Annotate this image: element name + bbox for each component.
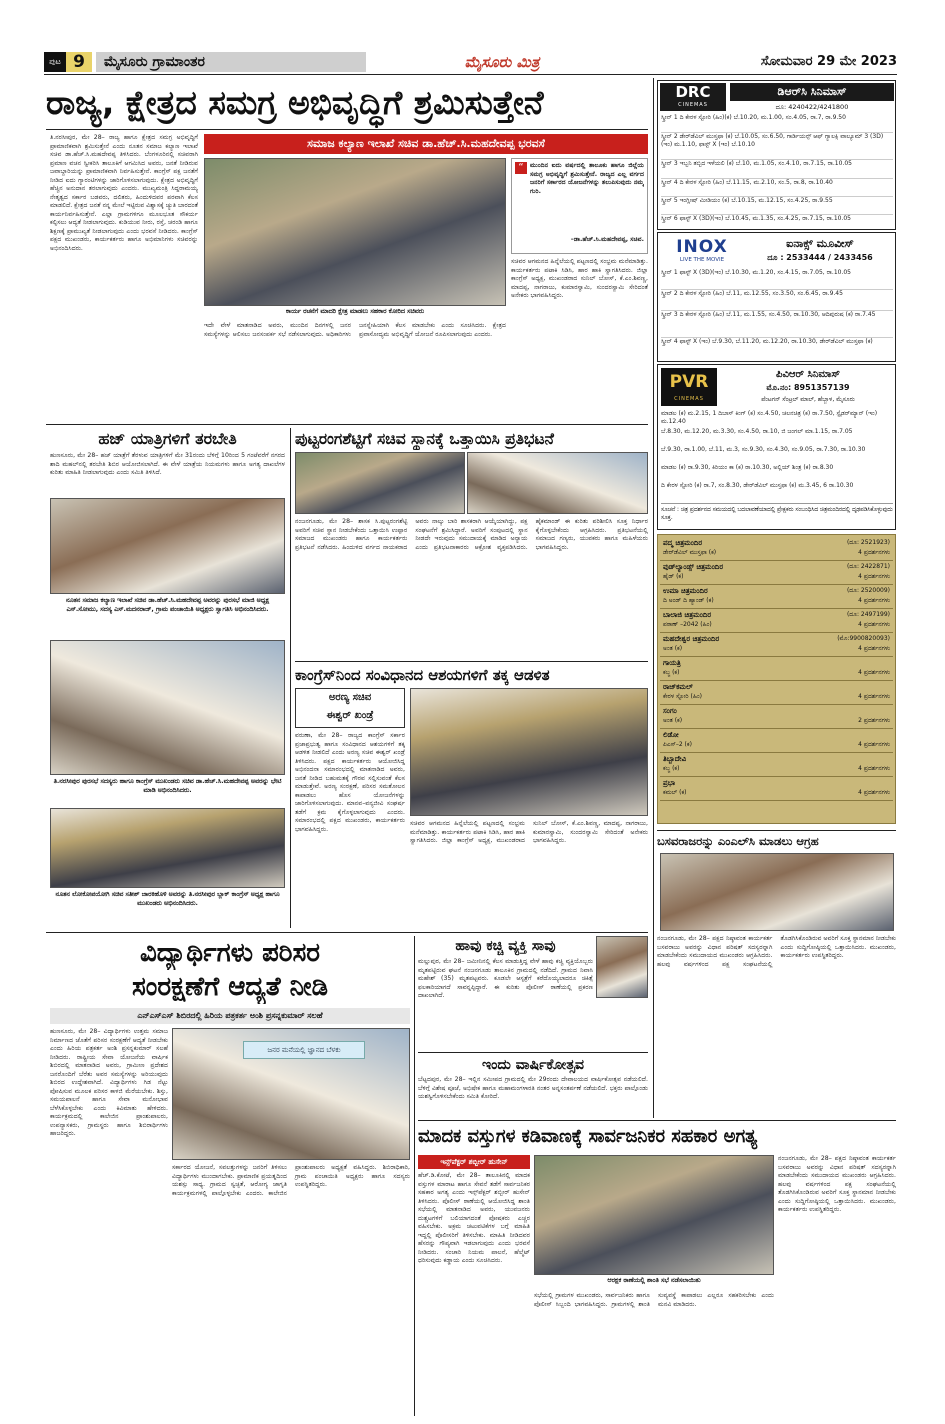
anniversary-body: ಬೆಟ್ಟದಪುರ, ಮೇ 28– ಇಲ್ಲಿನ ಸಮೀಪದ ಗ್ರಾಮದಲ್ಲಿ ಮೇ 29ರಂದು ದೇವಾಲಯದ ವಾರ್ಷಿಕೋತ್ಸವ ನಡೆಯಲಿದೆ. ಬೆಳಿಗ್ಗೆ ವಿಶೇಷ ಪೂಜೆ, ಅಭಿಷೇಕ ಹಾಗೂ ಮಹಾಮಂಗಳಾರತಿ ನಂತರ ಅನ್ನಸಂತರ್ಪಣೆ ನಡೆಯಲಿದೆ. ಭಕ್ತರು ಪಾಲ್ಗೊಂಡು ಯಶಸ್ವಿಗೊಳಿಸಬೇಕೆಂದು ಸಮಿತಿ ಕೋರಿದೆ. (418, 1076, 648, 1100)
theatre-phone: (ದೂ: 2521923) (846, 539, 890, 546)
lead-headline: ರಾಜ್ಯ, ಕ್ಷೇತ್ರದ ಸಮಗ್ರ ಅಭಿವೃದ್ಧಿಗೆ ಶ್ರಮಿಸುತ್ತೇನೆ (46, 83, 544, 122)
theatre-name: ಗಾಯತ್ರಿ (663, 659, 681, 667)
hajj-photo-2 (50, 640, 285, 775)
drc-ad (657, 80, 896, 230)
snake-photo (596, 936, 648, 998)
drc-logo-sub: CINEMAS (678, 102, 708, 108)
drc-logo (660, 83, 726, 111)
pvr-ad (657, 364, 896, 530)
theatre-shows: 4 ಪ್ರದರ್ಶನಗಳು (858, 693, 890, 700)
drc-row: ಸ್ಕ್ರೀನ್ 4 ದಿ ಕೇರಳ ಸ್ಟೋರಿ (ಹಿಂ) ಬೆ.11.15, ಮ.2.10, ಸಂ.5, ರಾ.8, ರಾ.10.40 (661, 179, 893, 197)
theatre-entry (660, 753, 893, 777)
issue-date: ಸೋಮವಾರ 29 ಮೇ 2023 (760, 54, 897, 69)
theatre-movie: ಕಬ್ಜ (ಕ) (663, 669, 680, 676)
inox-logo-text: INOX (676, 237, 728, 257)
section-title: ಮೈಸೂರು ಗ್ರಾಮಾಂತರ (96, 52, 366, 72)
drugs-caption: ಆರಕ್ಷಕ ಠಾಣೆಯಲ್ಲಿ ಶಾಂತಿ ಸಭೆ ನಡೆಸಲಾಯಿತು (607, 1277, 701, 1284)
page-label: ಪುಟ (44, 52, 66, 72)
hajj-photo-1 (50, 498, 285, 594)
pattabhi-photo-1 (295, 452, 465, 514)
pvr-row: ಬೆ.9.30, ರಾ.1.00, ಬೆ.11, ಮ.3, ಸಂ.9.30, ಸಂ.4.30, ಸಂ.9.05, ರಾ.7.30, ರಾ.10.30 (661, 446, 866, 453)
theatre-shows: 4 ಪ್ರದರ್ಶನಗಳು (858, 789, 890, 796)
hajj-body: ಹುಣಸೂರು, ಮೇ 28– ಹಜ್ ಯಾತ್ರೆಗೆ ತೆರಳುವ ಯಾತ್ರಿಗಳಿಗೆ ಮೇ 31ರಂದು ಬೆಳಿಗ್ಗೆ 10ರಿಂದ 5 ಗಂಟೆವರೆಗೆ ನಗರದ ಶಾದಿ ಮಹಲ್‌ನಲ್ಲಿ ತರಬೇತಿ ಶಿಬಿರ ಆಯೋಜಿಸಲಾಗಿದೆ. ಈ ವೇಳೆ ಯಾತ್ರೆಯ ನಿಯಮಗಳು ಹಾಗೂ ಅಗತ್ಯ ದಾಖಲೆಗಳ ಕುರಿತು ಮಾಹಿತಿ ನೀಡಲಾಗುವುದು ಎಂದು ಸಮಿತಿ ತಿಳಿಸಿದೆ. (50, 452, 285, 476)
theatre-shows: 4 ಪ್ರದರ್ಶನಗಳು (858, 765, 890, 772)
students-headline-2: ಸಂರಕ್ಷಣೆಗೆ ಆದ್ಯತೆ ನೀಡಿ (132, 972, 328, 1002)
inox-tagline: LIVE THE MOVIE (679, 257, 725, 263)
theatre-phone: (ದೂ: 2497199) (846, 611, 890, 618)
pvr-logo (661, 368, 717, 406)
lead-quote-by: –ಡಾ.ಹೆಚ್.ಸಿ.ಮಹದೇವಪ್ಪ, ಸಚಿವ. (570, 236, 644, 243)
theatre-entry (660, 657, 893, 681)
theatre-entry (660, 609, 893, 633)
inox-row: ಸ್ಕ್ರೀನ್ 3 ದಿ ಕೇರಳ ಸ್ಟೋರಿ (ಹಿಂ) ಬೆ.11, ಮ.1.55, ಸಂ.4.50, ರಾ.10.30, ಆದಿಪುರುಷ (ಕ) ರಾ.7.45 (661, 311, 893, 338)
theatre-movie: ಅಂತ (ಕ) (663, 645, 683, 652)
snake-body: ಮಲ್ಲುಪುರ, ಮೇ 28– ಜಮೀನಿನಲ್ಲಿ ಕೆಲಸ ಮಾಡುತ್ತಿದ್ದ ವೇಳೆ ಹಾವು ಕಚ್ಚಿ ವ್ಯಕ್ತಿಯೊಬ್ಬರು ಮೃತಪಟ್ಟಿರುವ ಘಟನೆ ನಂಜನಗೂಡು ತಾಲೂಕಿನ ಗ್ರಾಮದಲ್ಲಿ ನಡೆದಿದೆ. ಗ್ರಾಮದ ನಿವಾಸಿ ಮಹೇಶ್ (35) ಮೃತಪಟ್ಟವರು. ಕೂಡಲೇ ಆಸ್ಪತ್ರೆಗೆ ಕರೆದೊಯ್ಯಲಾದರೂ ಚಿಕಿತ್ಸೆ ಫಲಕಾರಿಯಾಗದೆ ಸಾವನ್ನಪ್ಪಿದ್ದಾರೆ. ಈ ಕುರಿತು ಪೊಲೀಸ್ ಠಾಣೆಯಲ್ಲಿ ಪ್ರಕರಣ ದಾಖಲಾಗಿದೆ. (418, 958, 593, 999)
pattabhi-headline: ಪುಟ್ಟರಂಗಶೆಟ್ಟಿಗೆ ಸಚಿವ ಸ್ಥಾನಕ್ಕೆ ಒತ್ತಾಯಿಸಿ ಪ್ರತಿಭಟನೆ (295, 430, 554, 448)
drc-row: ಸ್ಕ್ರೀನ್ 3 ಇಬ್ಬನಿ ತಬ್ಬಿದ ಇಳೆಯಲಿ (ಕ) ಬೆ.10, ಮ.1.05, ಸಂ.4.10, ರಾ.7.15, ರಾ.10.05 (661, 160, 893, 179)
congress-photo (410, 688, 648, 816)
theatre-entry (660, 681, 893, 705)
theatre-shows: 4 ಪ್ರದರ್ಶನಗಳು (858, 597, 890, 604)
basava-photo (660, 853, 894, 931)
congress-body: ವರುಣಾ, ಮೇ 28– ರಾಜ್ಯದ ಕಾಂಗ್ರೆಸ್ ಸರ್ಕಾರ ಪ್ರಜಾಪ್ರಭುತ್ವ ಹಾಗೂ ಸಂವಿಧಾನದ ಆಶಯಗಳಿಗೆ ತಕ್ಕ ಆಡಳಿತ ನೀಡಲಿದೆ ಎಂದು ಅರಣ್ಯ ಸಚಿವ ಈಶ್ವರ್ ಖಂಡ್ರೆ ತಿಳಿಸಿದರು. ಪಕ್ಷದ ಕಾರ್ಯಕರ್ತರು ಆಯೋಜಿಸಿದ್ದ ಅಭಿನಂದನಾ ಸಮಾರಂಭದಲ್ಲಿ ಮಾತನಾಡಿದ ಅವರು, ಜನತೆ ನೀಡಿದ ಬಹುಮತಕ್ಕೆ ಗೌರವ ಸಲ್ಲಿಸುವಂತೆ ಕೆಲಸ ಮಾಡುತ್ತೇವೆ. ಅರಣ್ಯ ಸಂರಕ್ಷಣೆ, ಪರಿಸರ ಸಮತೋಲನ ಕಾಪಾಡಲು ಹೊಸ ಯೋಜನೆಗಳನ್ನು ಜಾರಿಗೊಳಿಸಲಾಗುವುದು. ಮಾನವ–ವನ್ಯಜೀವಿ ಸಂಘರ್ಷ ತಡೆಗೆ ಕ್ರಮ ಕೈಗೊಳ್ಳಲಾಗುವುದು ಎಂದರು. ಸಮಾರಂಭದಲ್ಲಿ ಪಕ್ಷದ ಮುಖಂಡರು, ಕಾರ್ಯಕರ್ತರು ಭಾಗವಹಿಸಿದ್ದರು. (295, 732, 405, 833)
theatre-entry (660, 633, 893, 657)
pattabhi-rule (295, 661, 648, 662)
theatre-name: ಮಹದೇಶ್ವರ ಚಿತ್ರಮಂದಿರ (663, 635, 720, 643)
pvr-name: ಪಿವಿಆರ್ ಸಿನಿಮಾಸ್ (776, 369, 840, 380)
theatre-movie: ಕಬ್ಜ (ಕ) (663, 765, 680, 772)
drc-phone: ದೂ: 4240422/4241800 (775, 103, 849, 111)
paper-name: ಮೈಸೂರು ಮಿತ್ರ (464, 53, 540, 71)
drugs-photo (534, 1155, 774, 1275)
hajj-caption-3: ನೂತನ ಲೋಕೋಪಯೋಗಿ ಸಚಿವ ಸತೀಶ್ ಜಾರಕಿಹೊಳಿ ಅವರನ್ನು ತಿ.ನರಸೀಪುರ ಬ್ಲಾಕ್ ಕಾಂಗ್ರೆಸ್ ಅಧ್ಯಕ್ಷ ಹಾಗೂ ಮುಖಂಡರು ಅಭಿನಂದಿಸಿದರು. (55, 891, 280, 907)
students-body: ಹುಣಸೂರು, ಮೇ 28– ವಿದ್ಯಾರ್ಥಿಗಳು ಉತ್ತಮ ಸಮಾಜ ನಿರ್ಮಾಣದ ಜೊತೆಗೆ ಪರಿಸರ ಸಂರಕ್ಷಣೆಗೆ ಆದ್ಯತೆ ನೀಡಬೇಕು ಎಂದು ಹಿರಿಯ ಪತ್ರಕರ್ತ ಅಂಶಿ ಪ್ರಸನ್ನಕುಮಾರ್ ಸಲಹೆ ನೀಡಿದರು. ರಾಷ್ಟ್ರೀಯ ಸೇವಾ ಯೋಜನೆಯ ವಾರ್ಷಿಕ ಶಿಬಿರದಲ್ಲಿ ಮಾತನಾಡಿದ ಅವರು, ಗ್ರಾಮೀಣ ಪ್ರದೇಶದ ಜನರೊಂದಿಗೆ ಬೆರೆತು ಅವರ ಸಮಸ್ಯೆಗಳನ್ನು ಅರಿಯುವುದು ಶಿಬಿರದ ಉದ್ದೇಶವಾಗಿದೆ. ವಿದ್ಯಾರ್ಥಿಗಳು ಗಿಡ ನೆಟ್ಟು ಪೋಷಿಸುವ ಮೂಲಕ ಪರಿಸರ ಕಾಳಜಿ ಮೆರೆಯಬೇಕು. ಶಿಸ್ತು, ಸಮಯಪಾಲನೆ ಹಾಗೂ ಸೇವಾ ಮನೋಭಾವ ಬೆಳೆಸಿಕೊಳ್ಳಬೇಕು ಎಂದು ಕಿವಿಮಾತು ಹೇಳಿದರು. ಕಾರ್ಯಕ್ರಮದಲ್ಲಿ ಕಾಲೇಜಿನ ಪ್ರಾಂಶುಪಾಲರು, ಉಪನ್ಯಾಸಕರು, ಗ್ರಾಮಸ್ಥರು ಹಾಗೂ ಶಿಬಿರಾರ್ಥಿಗಳು ಹಾಜರಿದ್ದರು. (50, 1028, 168, 1137)
pvr-note: ಸೂಚನೆ : ಚಿತ್ರ ಪ್ರದರ್ಶನದ ಸಮಯದಲ್ಲಿ ಬದಲಾವಣೆಯಾದಲ್ಲಿ ಪ್ರೇಕ್ಷಕರು ಸಂಬಂಧಿಸಿದ ಚಿತ್ರಮಂದಿರದಲ್ಲಿ ದೃಢಪಡಿಸಿಕೊಳ್ಳುವುದು ಸೂಕ್ತ. (661, 503, 893, 527)
inox-rows (661, 269, 893, 360)
theatre-shows: 2 ಪ್ರದರ್ಶನಗಳು (858, 717, 890, 724)
cinema-divider (653, 78, 654, 1118)
theatre-phone: (ಮೊ:9900820093) (837, 635, 890, 642)
students-photo (172, 1028, 410, 1160)
students-subhead: ಎನ್‌ಎಸ್‌ಎಸ್ ಶಿಬಿರದಲ್ಲಿ ಹಿರಿಯ ಪತ್ರಕರ್ತ ಅಂಶಿ ಪ್ರಸನ್ನಕುಮಾರ್ ಸಲಹೆ (50, 1008, 410, 1024)
drc-logo-text: DRC (675, 83, 711, 101)
theatre-shows: 4 ಪ್ರದರ್ಶನಗಳು (858, 741, 890, 748)
theatre-name: ಪದ್ಮ ಚಿತ್ರಮಂದಿರ (663, 539, 703, 547)
theatre-shows: 4 ಪ್ರದರ್ಶನಗಳು (858, 669, 890, 676)
lead-bottom-rule (46, 424, 648, 425)
masthead (44, 50, 897, 74)
anniversary-rule (418, 1120, 896, 1121)
theatre-name: ಬಾಲಾಜಿ ಚಿತ್ರಮಂದಿರ (663, 611, 712, 619)
pvr-address: ಪೆಂಟಗನ್ ಸೆಂಟ್ರಲ್ ಮಾಲ್, ಹೆಬ್ಬಾಳ, ಮೈಸೂರು (761, 396, 855, 403)
inox-phone: ದೂ : 2533444 / 2433456 (767, 253, 873, 262)
theatre-movie: ಪಿಎಸ್–2 (ಕ) (663, 741, 692, 748)
hajj-caption-2: ತಿ.ನರಸೀಪುರ ಪುರಸಭೆ ಸದಸ್ಯರು ಹಾಗೂ ಕಾಂಗ್ರೆಸ್ ಮುಖಂಡರು ಸಚಿವ ಡಾ.ಹೆಚ್.ಸಿ.ಮಹದೇವಪ್ಪ ಅವರನ್ನು ಭೇಟಿ ಮಾಡಿ ಅಭಿನಂದಿಸಿದರು. (53, 778, 282, 794)
theatre-entry (660, 705, 893, 729)
theatre-name: ಸಂಗಂ (663, 707, 677, 715)
col-divider (290, 428, 291, 928)
theatre-movie: ಅಂತ (ಕ) (663, 717, 683, 724)
lead-photo-caption: ಕಾರ್ಯ ರಚನೆಗೆ ಮಾದರಿ ಕ್ಷೇತ್ರ ಮಾಡಲು ಸಹಕಾರ ಕೋರಿದ ಸಚಿವರು (285, 308, 425, 315)
congress-subhead-box (295, 688, 405, 728)
lead-photo (204, 158, 506, 306)
inox-row: ಸ್ಕ್ರೀನ್ 2 ದಿ ಕೇರಳ ಸ್ಟೋರಿ (ಹಿಂ) ಬೆ.11, ಮ.12.55, ಸಂ.3.50, ಸಂ.6.45, ರಾ.9.45 (661, 290, 893, 311)
drc-row: ಸ್ಕ್ರೀನ್ 1 ದಿ ಕೇರಳ ಸ್ಟೋರಿ (ಹಿಂ)(ಕ) ಬೆ.10.20, ಮ.1.00, ಸಂ.4.05, ರಾ.7, ರಾ.9.50 (661, 114, 893, 133)
pattabhi-photo-2 (467, 452, 648, 514)
theatre-entry (660, 777, 893, 801)
theatre-name: ತಿಬ್ಬಾದೇವಿ (663, 755, 687, 763)
basava-headline: ಬಸವರಾಜರನ್ನು ಎಂಎಲ್‌ಸಿ ಮಾಡಲು ಆಗ್ರಹ (657, 834, 819, 848)
lead-quote-text: ಮುಂದಿನ ಐದು ವರ್ಷದಲ್ಲಿ ತಾಲೂಕು ಹಾಗೂ ಜಿಲ್ಲೆಯ ಸಮಗ್ರ ಅಭಿವೃದ್ಧಿಗೆ ಶ್ರಮಿಸುತ್ತೇನೆ. ರಾಜ್ಯದ ಎಲ್ಲ ವರ್ಗದ ಜನರಿಗೆ ಸರ್ಕಾರದ ಯೋಜನೆಗಳನ್ನು ತಲುಪಿಸುವುದು ನಮ್ಮ ಗುರಿ. (530, 162, 644, 195)
drugs-subhead: ಇನ್ಸ್‌ಪೆಕ್ಟರ್ ಶಬ್ಬೀರ್ ಹುಸೇನ್ (418, 1155, 530, 1169)
snake-rule (418, 1052, 648, 1053)
theatre-name: ವುಡ್‌ಲ್ಯಾಂಡ್ಸ್ ಚಿತ್ರಮಂದಿರ (663, 563, 724, 571)
inox-logo (662, 237, 742, 265)
theatre-name: ರಾಜ್‌ಕಮಲ್ (663, 683, 693, 691)
congress-subhead-line1: ಅರಣ್ಯ ಸಚಿವ (328, 692, 372, 703)
theatre-name: ಲಿಡೋ (663, 731, 679, 739)
theatre-movie: ಪಠಾಣ್ –2042 (ಹಿಂ) (663, 621, 712, 628)
masthead-rule (44, 74, 897, 75)
pvr-row: ಮಾಡಲ (ಕ) ಮ.2.15, 1 ದಿಬಾಸ್ ಕಿಂಗ್ (ಕ) ಸಂ.4.50, ಚಲನಚಿತ್ರ (ಕ) ರಾ.7.50, ಸ್ಪೈಡರ್‌ಮ್ಯಾನ್ (ಇಂ) ಮ.12.40 (661, 410, 878, 425)
anniversary-headline: ಇಂದು ವಾರ್ಷಿಕೋತ್ಸವ (482, 1057, 584, 1073)
basava-body: ನಂಜನಗೂಡು, ಮೇ 28– ಪಕ್ಷದ ನಿಷ್ಠಾವಂತ ಕಾರ್ಯಕರ್ತ ಬಸವರಾಜು ಅವರನ್ನು ವಿಧಾನ ಪರಿಷತ್ ಸದಸ್ಯರನ್ನಾಗಿ ಮಾಡಬೇಕೆಂದು ಸಮುದಾಯದ ಮುಖಂಡರು ಆಗ್ರಹಿಸಿದರು. ಹಲವು ವರ್ಷಗಳಿಂದ ಪಕ್ಷ ಸಂಘಟನೆಯಲ್ಲಿ ತೊಡಗಿಸಿಕೊಂಡಿರುವ ಅವರಿಗೆ ಸೂಕ್ತ ಸ್ಥಾನಮಾನ ನೀಡಬೇಕು ಎಂದು ಸುದ್ದಿಗೋಷ್ಠಿಯಲ್ಲಿ ಒತ್ತಾಯಿಸಿದರು. ಮುಖಂಡರು, ಕಾರ್ಯಕರ್ತರು ಉಪಸ್ಥಿತರಿದ್ದರು. (657, 935, 896, 968)
hajj-photo-3 (50, 808, 285, 888)
pvr-rows (661, 410, 893, 500)
hajj-caption-1: ನೂತನ ಸಮಾಜ ಕಲ್ಯಾಣ ಇಲಾಖೆ ಸಚಿವ ಡಾ.ಹೆಚ್.ಸಿ.ಮಹದೇವಪ್ಪ ಅವರನ್ನು ಪುರಸಭೆ ಮಾಜಿ ಅಧ್ಯಕ್ಷ ಎಸ್.ಸೋಮು, ಸದಸ್ಯ ಎಸ್.ಮದನರಾಜ್, ಗ್ರಾಮ ಪಂಚಾಯಿತಿ ಅಧ್ಯಕ್ಷರು ಸ್ವಾಗತಿಸಿ ಅಭಿನಂದಿಸಿದರು. (65, 597, 270, 613)
theatre-phone: (ದೂ: 2520009) (846, 587, 890, 594)
students-photo-banner: ಜನರ ಮನೆಯಲ್ಲಿ ಜ್ಞಾನದ ಬೆಳಕು (243, 1041, 365, 1059)
inox-row: ಸ್ಕ್ರೀನ್ 4 ಫಾಸ್ಟ್ X (ಇಂ) ಬೆ.9.30, ಬೆ.11.20, ಮ.12.20, ರಾ.10.30, ಡೇರ್‌ಡೆವಿಲ್ ಮುಸ್ತಫಾ (ಕ) (661, 338, 873, 345)
lower-rule (46, 932, 648, 933)
drugs-body: ಹೆಚ್.ಡಿ.ಕೋಟೆ, ಮೇ 28– ತಾಲೂಕಿನಲ್ಲಿ ಮಾದಕ ವಸ್ತುಗಳ ಮಾರಾಟ ಹಾಗೂ ಸೇವನೆ ತಡೆಗೆ ಸಾರ್ವಜನಿಕರ ಸಹಕಾರ ಅಗತ್ಯ ಎಂದು ಇನ್ಸ್‌ಪೆಕ್ಟರ್ ಶಬ್ಬೀರ್ ಹುಸೇನ್ ತಿಳಿಸಿದರು. ಪೊಲೀಸ್ ಠಾಣೆಯಲ್ಲಿ ಆಯೋಜಿಸಿದ್ದ ಶಾಂತಿ ಸಭೆಯಲ್ಲಿ ಮಾತನಾಡಿದ ಅವರು, ಯುವಜನರು ದುಶ್ಚಟಗಳಿಗೆ ಬಲಿಯಾಗದಂತೆ ಪೋಷಕರು ಎಚ್ಚರ ವಹಿಸಬೇಕು. ಅಕ್ರಮ ಚಟುವಟಿಕೆಗಳ ಬಗ್ಗೆ ಮಾಹಿತಿ ಇದ್ದಲ್ಲಿ ಪೊಲೀಸರಿಗೆ ತಿಳಿಸಬೇಕು. ಮಾಹಿತಿ ನೀಡಿದವರ ಹೆಸರನ್ನು ಗೌಪ್ಯವಾಗಿ ಇಡಲಾಗುವುದು ಎಂದು ಭರವಸೆ ನೀಡಿದರು. ಸಂಚಾರಿ ನಿಯಮ ಪಾಲನೆ, ಹೆಲ್ಮೆಟ್ ಧರಿಸುವುದು ಕಡ್ಡಾಯ ಎಂದು ಸೂಚಿಸಿದರು. (418, 1172, 530, 1264)
pvr-row: ದಿ ಕೇರಳ ಸ್ಟೋರಿ (ಕ) ರಾ.7, ಸಂ.8.30, ಡೇರ್‌ಡೆವಿಲ್ ಮುಸ್ತಫಾ (ಕ) ಮ.3.45, 6 ರಾ.10.30 (661, 482, 854, 489)
drc-row: ಸ್ಕ್ರೀನ್ 2 ಡೇರ್‌ಡೆವಿಲ್ ಮುಸ್ತಫಾ (ಕ) ಬೆ.10.05, ಸಂ.6.50, ಗಾರ್ಡಿಯನ್ಸ್ ಆಫ್ ಗ್ಯಾಲಕ್ಸಿ ವಾಲ್ಯೂಮ್ 3 (3D)(ಇಂ) ಮ.1.10, ಫಾಸ್ಟ್ X (ಇಂ) ಬೆ.10.10 (661, 133, 893, 160)
theatre-entry (660, 729, 893, 753)
pvr-row: ಮಾಡಲ (ಕ) ರಾ.9.30, ಕಿರಿಯಂ ಕಾ (ಕ) ರಾ.10.30, ಅಲ್ಲಿಯ್ ಶಿಂತ್ರ (ಕ) ರಾ.8.30 (661, 464, 834, 471)
basava-rule (657, 830, 896, 831)
theatre-movie: ದಿ ಅಂಡ್ ದಿ ಹ್ಯಾಂಡ್ (ಕ) (663, 597, 714, 604)
inox-row: ಸ್ಕ್ರೀನ್ 1 ಫಾಸ್ಟ್ X (3D)(ಇಂ) ಬೆ.10.30, ಮ.1.20, ಸಂ.4.15, ರಾ.7.05, ರಾ.10.05 (661, 269, 893, 290)
snake-headline: ಹಾವು ಕಚ್ಚಿ ವ್ಯಕ್ತಿ ಸಾವು (455, 938, 556, 954)
drc-row: ಸ್ಕ್ರೀನ್ 5 ಇಂಗ್ಲೀಷ್ ಮೀಡಿಯಂ (ಕ) ಬೆ.10.15, ಮ.12.15, ಸಂ.4.25, ರಾ.9.55 (661, 197, 893, 215)
theatre-listings (657, 534, 896, 824)
theatre-shows: 4 ಪ್ರದರ್ಶನಗಳು (858, 573, 890, 580)
congress-subhead-line2: ಈಶ್ವರ್ ಖಂಡ್ರೆ (326, 710, 374, 721)
drc-rows (661, 114, 893, 228)
drugs-body-3: ನಂಜನಗೂಡು, ಮೇ 28– ಪಕ್ಷದ ನಿಷ್ಠಾವಂತ ಕಾರ್ಯಕರ್ತ ಬಸವರಾಜು ಅವರನ್ನು ವಿಧಾನ ಪರಿಷತ್ ಸದಸ್ಯರನ್ನಾಗಿ ಮಾಡಬೇಕೆಂದು ಸಮುದಾಯದ ಮುಖಂಡರು ಆಗ್ರಹಿಸಿದರು. ಹಲವು ವರ್ಷಗಳಿಂದ ಪಕ್ಷ ಸಂಘಟನೆಯಲ್ಲಿ ತೊಡಗಿಸಿಕೊಂಡಿರುವ ಅವರಿಗೆ ಸೂಕ್ತ ಸ್ಥಾನಮಾನ ನೀಡಬೇಕು ಎಂದು ಸುದ್ದಿಗೋಷ್ಠಿಯಲ್ಲಿ ಒತ್ತಾಯಿಸಿದರು. ಮುಖಂಡರು, ಕಾರ್ಯಕರ್ತರು ಉಪಸ್ಥಿತರಿದ್ದರು. (778, 1155, 896, 1213)
pvr-logo-sub: CINEMAS (674, 396, 704, 402)
lead-subhead: ಸಮಾಜ ಕಲ್ಯಾಣ ಇಲಾಖೆ ಸಚಿವ ಡಾ.ಹೆಚ್.ಸಿ.ಮಹದೇವಪ್ಪ ಭರವಸೆ (204, 134, 648, 154)
lead-quote-box (511, 158, 648, 254)
theatre-entry (660, 537, 893, 561)
hajj-headline: ಹಜ್ ಯಾತ್ರಿಗಳಿಗೆ ತರಬೇತಿ (98, 429, 237, 448)
inox-ad (657, 232, 896, 362)
theatre-movie: ಹೈಡ್ (ಕ) (663, 573, 684, 580)
theatre-movie: ಡೇರ್‌ಡೆವಿಲ್ ಮುಸ್ತಫಾ (ಕ) (663, 549, 717, 556)
lead-body-left: ತಿ.ನರಸೀಪುರ, ಮೇ 28– ರಾಜ್ಯ ಹಾಗೂ ಕ್ಷೇತ್ರದ ಸಮಗ್ರ ಅಭಿವೃದ್ಧಿಗೆ ಪ್ರಾಮಾಣಿಕವಾಗಿ ಶ್ರಮಿಸುತ್ತೇನೆ ಎಂದು ನೂತನ ಸಮಾಜ ಕಲ್ಯಾಣ ಇಲಾಖೆ ಸಚಿವ ಡಾ.ಹೆಚ್.ಸಿ.ಮಹದೇವಪ್ಪ ತಿಳಿಸಿದರು. ಬೆಂಗಳೂರಿನಲ್ಲಿ ಸಚಿವರಾಗಿ ಪ್ರಮಾಣ ವಚನ ಸ್ವೀಕರಿಸಿ ತಾಲೂಕಿಗೆ ಆಗಮಿಸಿದ ಅವರು, ಜನತೆ ನೀಡಿರುವ ಜವಾಬ್ದಾರಿಯನ್ನು ಪ್ರಾಮಾಣಿಕವಾಗಿ ನಿರ್ವಹಿಸುತ್ತೇನೆ. ಕಾಂಗ್ರೆಸ್ ಪಕ್ಷ ಜನತೆಗೆ ನೀಡಿದ ಐದು ಗ್ಯಾರಂಟಿಗಳನ್ನು ಜಾರಿಗೊಳಿಸಲಾಗುವುದು. ಕ್ಷೇತ್ರದ ಅಭಿವೃದ್ಧಿಗೆ ಹೆಚ್ಚಿನ ಅನುದಾನ ತರಲಾಗುವುದು ಎಂದರು. ಮುಖ್ಯಮಂತ್ರಿ ಸಿದ್ದರಾಮಯ್ಯ ನೇತೃತ್ವದ ಸರ್ಕಾರ ಬಡವರು, ದಲಿತರು, ಹಿಂದುಳಿದವರ ಪರವಾಗಿ ಕೆಲಸ ಮಾಡಲಿದೆ. ಕ್ಷೇತ್ರದ ಜನತೆ ನನ್ನ ಮೇಲೆ ಇಟ್ಟಿರುವ ವಿಶ್ವಾಸಕ್ಕೆ ಚ್ಯುತಿ ಬಾರದಂತೆ ಕಾರ್ಯನಿರ್ವಹಿಸುತ್ತೇನೆ. ಎಲ್ಲಾ ಗ್ರಾಮಗಳಿಗೂ ಮೂಲಭೂತ ಸೌಕರ್ಯ ಕಲ್ಪಿಸಲು ಆದ್ಯತೆ ನೀಡಲಾಗುವುದು. ಕುಡಿಯುವ ನೀರು, ರಸ್ತೆ, ಚರಂಡಿ ಹಾಗೂ ಶಿಕ್ಷಣಕ್ಕೆ ಪ್ರಾಮುಖ್ಯತೆ ನೀಡಲಾಗುವುದು ಎಂದು ಭರವಸೆ ನೀಡಿದರು. ಕಾಂಗ್ರೆಸ್ ಪಕ್ಷದ ಮುಖಂಡರು, ಕಾರ್ಯಕರ್ತರು ಹಾಗೂ ಅಭಿಮಾನಿಗಳು ಸಚಿವರನ್ನು ಅಭಿನಂದಿಸಿದರು. (50, 134, 198, 252)
theatre-movie: ಕೇರಳ ಸ್ಟೋರಿ (ಹಿಂ) (663, 693, 702, 700)
students-body-2: ಸರ್ಕಾರದ ಯೋಜನೆ, ಸವಲತ್ತುಗಳನ್ನು ಜನರಿಗೆ ತಿಳಿಸಲು ವಿದ್ಯಾರ್ಥಿಗಳು ಮುಂದಾಗಬೇಕು. ಪ್ರಾಮಾಣಿಕ ಪ್ರಯತ್ನದಿಂದ ಯಶಸ್ಸು ಸಾಧ್ಯ. ಗ್ರಾಮದ ಸ್ವಚ್ಛತೆ, ಆರೋಗ್ಯ ಜಾಗೃತಿ ಕಾರ್ಯಕ್ರಮಗಳಲ್ಲಿ ಪಾಲ್ಗೊಳ್ಳಬೇಕು ಎಂದರು. ಕಾಲೇಜಿನ ಪ್ರಾಂಶುಪಾಲರು ಅಧ್ಯಕ್ಷತೆ ವಹಿಸಿದ್ದರು. ಶಿಬಿರಾಧಿಕಾರಿ, ಗ್ರಾಮ ಪಂಚಾಯಿತಿ ಅಧ್ಯಕ್ಷರು ಹಾಗೂ ಸದಸ್ಯರು ಉಪಸ್ಥಿತರಿದ್ದರು. (172, 1164, 410, 1197)
theatre-shows: 4 ಪ್ರದರ್ಶನಗಳು (858, 549, 890, 556)
quote-mark-icon: “ (515, 162, 527, 174)
lead-body-right: ಸಚಿವರ ಆಗಮನದ ಹಿನ್ನೆಲೆಯಲ್ಲಿ ಪಟ್ಟಣದಲ್ಲಿ ಸಂಭ್ರಮ ಮನೆಮಾಡಿತ್ತು. ಕಾರ್ಯಕರ್ತರು ಪಟಾಕಿ ಸಿಡಿಸಿ, ಹಾರ ಹಾಕಿ ಸ್ವಾಗತಿಸಿದರು. ಜಿಲ್ಲಾ ಕಾಂಗ್ರೆಸ್ ಅಧ್ಯಕ್ಷ, ಮುಖಂಡರಾದ ಸುನಿಲ್ ಬೋಸ್, ಕೆ.ಎಂ.ಶಿವಣ್ಣ, ಮಾದಪ್ಪ, ನಾಗರಾಜು, ಕುಮಾರಸ್ವಾಮಿ, ಸುಂದರಸ್ವಾಮಿ ಸೇರಿದಂತೆ ಅನೇಕರು ಭಾಗವಹಿಸಿದ್ದರು. (511, 258, 648, 299)
drc-name: ಡಿಆರ್‌ಸಿ ಸಿನಿಮಾಸ್ (730, 83, 894, 101)
theatre-phone: (ದೂ: 2422871) (846, 563, 890, 570)
congress-body-cont: ಸಚಿವರ ಆಗಮನದ ಹಿನ್ನೆಲೆಯಲ್ಲಿ ಪಟ್ಟಣದಲ್ಲಿ ಸಂಭ್ರಮ ಮನೆಮಾಡಿತ್ತು. ಕಾರ್ಯಕರ್ತರು ಪಟಾಕಿ ಸಿಡಿಸಿ, ಹಾರ ಹಾಕಿ ಸ್ವಾಗತಿಸಿದರು. ಜಿಲ್ಲಾ ಕಾಂಗ್ರೆಸ್ ಅಧ್ಯಕ್ಷ, ಮುಖಂಡರಾದ ಸುನಿಲ್ ಬೋಸ್, ಕೆ.ಎಂ.ಶಿವಣ್ಣ, ಮಾದಪ್ಪ, ನಾಗರಾಜು, ಕುಮಾರಸ್ವಾಮಿ, ಸುಂದರಸ್ವಾಮಿ ಸೇರಿದಂತೆ ಅನೇಕರು ಭಾಗವಹಿಸಿದ್ದರು. (410, 820, 648, 844)
lead-rule (46, 129, 648, 130)
theatre-movie: ಕಮಲ್ (ಕ) (663, 789, 687, 796)
congress-headline: ಕಾಂಗ್ರೆಸ್‌ನಿಂದ ಸಂವಿಧಾನದ ಆಶಯಗಳಿಗೆ ತಕ್ಕ ಆಡಳಿತ (295, 666, 550, 684)
drugs-body-2: ಸಭೆಯಲ್ಲಿ ಗ್ರಾಮಗಳ ಮುಖಂಡರು, ಸಾರ್ವಜನಿಕರು ಹಾಗೂ ಪೊಲೀಸ್ ಸಿಬ್ಬಂದಿ ಭಾಗವಹಿಸಿದ್ದರು. ಗ್ರಾಮಗಳಲ್ಲಿ ಶಾಂತಿ ಸುವ್ಯವಸ್ಥೆ ಕಾಪಾಡಲು ಎಲ್ಲರೂ ಸಹಕರಿಸಬೇಕು ಎಂದು ಮನವಿ ಮಾಡಿದರು. (534, 1292, 774, 1308)
theatre-name: ಪ್ರಭಾ (663, 779, 676, 787)
pattabhi-body: ನಂಜನಗೂಡು, ಮೇ 28– ಶಾಸಕ ಸಿ.ಪುಟ್ಟರಂಗಶೆಟ್ಟಿ ಅವರಿಗೆ ಸಚಿವ ಸ್ಥಾನ ನೀಡಬೇಕೆಂದು ಒತ್ತಾಯಿಸಿ ಉಪ್ಪಾರ ಸಮಾಜದ ಮುಖಂಡರು ಹಾಗೂ ಕಾರ್ಯಕರ್ತರು ಪ್ರತಿಭಟನೆ ನಡೆಸಿದರು. ಹಿಂದುಳಿದ ವರ್ಗದ ನಾಯಕರಾದ ಅವರು ನಾಲ್ಕು ಬಾರಿ ಶಾಸಕರಾಗಿ ಆಯ್ಕೆಯಾಗಿದ್ದು, ಪಕ್ಷ ಸಂಘಟನೆಗೆ ಶ್ರಮಿಸಿದ್ದಾರೆ. ಅವರಿಗೆ ಸಂಪುಟದಲ್ಲಿ ಸ್ಥಾನ ನೀಡದೇ ಇರುವುದು ಸಮುದಾಯಕ್ಕೆ ಮಾಡಿದ ಅನ್ಯಾಯ ಎಂದು ಪ್ರತಿಭಟನಾಕಾರರು ಆಕ್ರೋಶ ವ್ಯಕ್ತಪಡಿಸಿದರು. ಹೈಕಮಾಂಡ್ ಈ ಕುರಿತು ಪರಿಶೀಲಿಸಿ ಸೂಕ್ತ ನಿರ್ಧಾರ ಕೈಗೊಳ್ಳಬೇಕೆಂದು ಆಗ್ರಹಿಸಿದರು. ಪ್ರತಿಭಟನೆಯಲ್ಲಿ ಸಮಾಜದ ಗಣ್ಯರು, ಯುವಕರು ಹಾಗೂ ಮಹಿಳೆಯರು ಭಾಗವಹಿಸಿದ್ದರು. (295, 518, 648, 551)
theatre-entry (660, 585, 893, 609)
theatre-list (660, 537, 893, 801)
drc-row: ಸ್ಕ್ರೀನ್ 6 ಫಾಸ್ಟ್ X (3D)(ಇಂ) ಬೆ.10.45, ಮ.1.35, ಸಂ.4.25, ರಾ.7.15, ರಾ.10.05 (661, 215, 851, 222)
inox-name: ಐನಾಕ್ಸ್ ಮೂವೀಸ್ (786, 237, 854, 250)
theatre-shows: 4 ಪ್ರದರ್ಶನಗಳು (858, 645, 890, 652)
pvr-row: ಬೆ.8.30, ಮ.12.20, ಮ.3.30, ಸಂ.4.50, ರಾ.10, ಜಿ ಜಂಗಲ್ ಮಾ.1.15, ರಾ.7.05 (661, 428, 853, 435)
students-headline-1: ವಿದ್ಯಾರ್ಥಿಗಳು ಪರಿಸರ (139, 938, 321, 968)
theatre-name: ಉಮಾ ಚಿತ್ರಮಂದಿರ (663, 587, 708, 595)
drugs-headline: ಮಾದಕ ವಸ್ತುಗಳ ಕಡಿವಾಣಕ್ಕೆ ಸಾರ್ವಜನಿಕರ ಸಹಕಾರ ಅಗತ್ಯ (418, 1126, 758, 1147)
lead-body-mid: ಇದೇ ವೇಳೆ ಮಾತನಾಡಿದ ಅವರು, ಮುಂದಿನ ದಿನಗಳಲ್ಲಿ ಜನರ ಸಮಸ್ಯೆಗಳನ್ನು ಆಲಿಸಲು ಜನಸಂಪರ್ಕ ಸಭೆ ನಡೆಸಲಾಗುವುದು. ಅಧಿಕಾರಿಗಳು ಜನಸ್ನೇಹಿಯಾಗಿ ಕೆಲಸ ಮಾಡಬೇಕು ಎಂದು ಸೂಚಿಸಿದರು. ಕ್ಷೇತ್ರದ ಪ್ರವಾಸೋದ್ಯಮ ಅಭಿವೃದ್ಧಿಗೆ ಯೋಜನೆ ರೂಪಿಸಲಾಗುವುದು ಎಂದರು. (204, 322, 506, 338)
pvr-logo-text: PVR (669, 372, 709, 392)
theatre-entry (660, 561, 893, 585)
students-divider (414, 936, 415, 1416)
pvr-phone: ಮೊ.ನಂ: 8951357139 (766, 383, 850, 392)
page-number: 9 (66, 52, 92, 72)
theatre-shows: 4 ಪ್ರದರ್ಶನಗಳು (858, 621, 890, 628)
